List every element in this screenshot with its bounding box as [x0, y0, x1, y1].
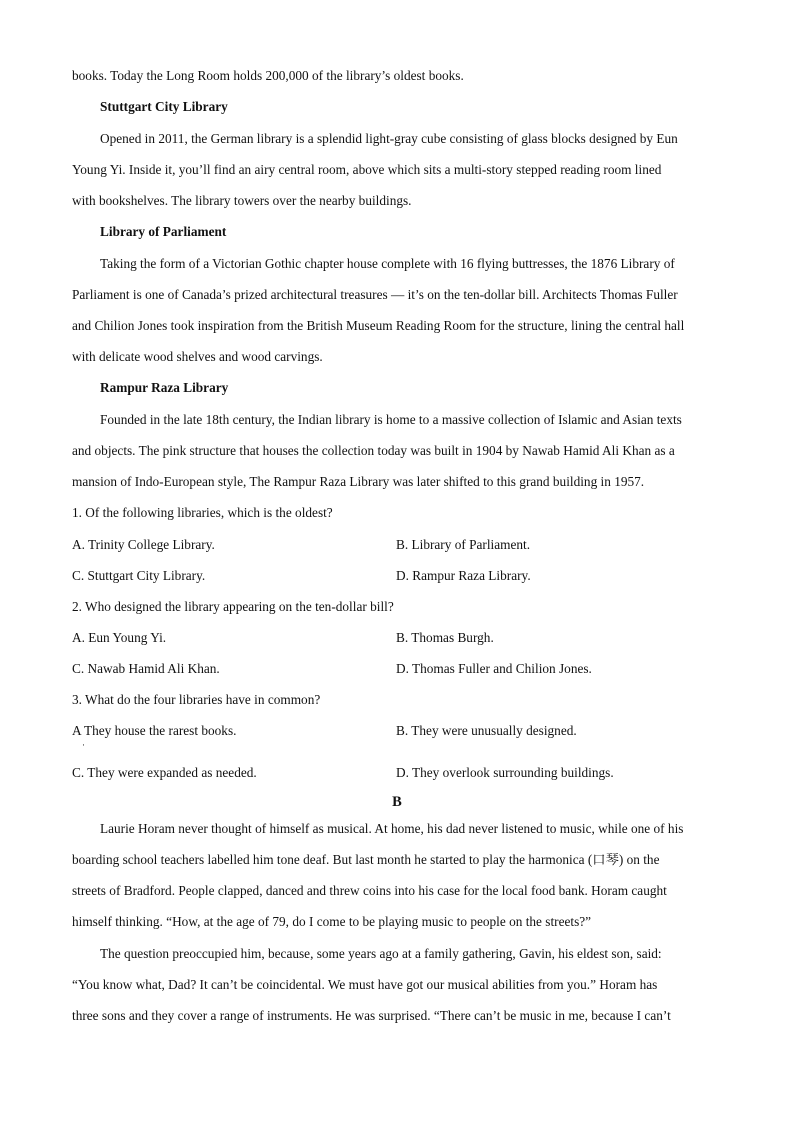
question-3-option-b: B. They were unusually designed.	[396, 723, 577, 738]
passage-b-line-5: The question preoccupied him, because, some years ago at a family gathering, Gavin, his eldest son, said:	[100, 946, 662, 961]
question-3-option-a: A They house the rarest books.	[72, 723, 237, 738]
question-3-option-d: D. They overlook surrounding buildings.	[396, 765, 614, 780]
passage-b-line-4: himself thinking. “How, at the age of 79, do I come to be playing music to people on the streets?”	[72, 914, 592, 929]
question-2-option-b: B. Thomas Burgh.	[396, 630, 494, 645]
passage-b-label: B	[392, 794, 402, 810]
question-1-option-c: C. Stuttgart City Library.	[72, 568, 206, 583]
parliament-line-1: Taking the form of a Victorian Gothic chapter house complete with 16 flying buttresses, the 1876 Library of	[100, 256, 675, 271]
rampur-line-3: mansion of Indo-European style, The Rampur Raza Library was later shifted to this grand building in 1957.	[72, 474, 645, 489]
stuttgart-heading: Stuttgart City Library	[100, 99, 228, 114]
question-1-option-d: D. Rampur Raza Library.	[396, 568, 531, 583]
question-1-option-a: A. Trinity College Library.	[72, 537, 215, 552]
rampur-line-2: and objects. The pink structure that houses the collection today was built in 1904 by Nawab Hamid Ali Khan as a	[72, 443, 675, 458]
question-1-option-b: B. Library of Parliament.	[396, 537, 531, 552]
stuttgart-line-1: Opened in 2011, the German library is a splendid light-gray cube consisting of glass blocks designed by Eun	[100, 131, 678, 146]
question-2-option-a: A. Eun Young Yi.	[72, 630, 167, 645]
passage-b-line-3: streets of Bradford. People clapped, danced and threw coins into his case for the local food bank. Horam caught	[72, 883, 667, 898]
parliament-line-2: Parliament is one of Canada’s prized architectural treasures — it’s on the ten-dollar bill. Architects Thomas Fuller	[72, 287, 678, 302]
passage-b-line-1: Laurie Horam never thought of himself as musical. At home, his dad never listened to music, while one of his	[100, 821, 684, 836]
rampur-line-1: Founded in the late 18th century, the Indian library is home to a massive collection of Islamic and Asian texts	[100, 412, 682, 427]
question-2-stem: 2. Who designed the library appearing on the ten-dollar bill?	[72, 599, 394, 614]
parliament-heading: Library of Parliament	[100, 224, 227, 239]
passage-b-line-7: three sons and they cover a range of instruments. He was surprised. “There can’t be music in me, because I can’t	[72, 1008, 671, 1023]
passage-b-line-2: boarding school teachers labelled him tone deaf. But last month he started to play the harmonica (口琴) on the	[72, 852, 660, 867]
passage-a-intro-line: books. Today the Long Room holds 200,000 of the library’s oldest books.	[72, 68, 464, 83]
parliament-line-4: with delicate wood shelves and wood carvings.	[72, 349, 323, 364]
question-3-option-c: C. They were expanded as needed.	[72, 765, 257, 780]
question-1-stem: 1. Of the following libraries, which is the oldest?	[72, 505, 333, 520]
question-2-option-d: D. Thomas Fuller and Chilion Jones.	[396, 661, 592, 676]
question-3-stem: 3. What do the four libraries have in common?	[72, 692, 321, 707]
passage-b-line-6: “You know what, Dad? It can’t be coincidental. We must have got our musical abilities from you.” Horam has	[72, 977, 658, 992]
parliament-line-3: and Chilion Jones took inspiration from the British Museum Reading Room for the structure, lining the central hall	[72, 318, 685, 333]
rampur-heading: Rampur Raza Library	[100, 380, 229, 395]
question-2-option-c: C. Nawab Hamid Ali Khan.	[72, 661, 220, 676]
question-3-option-a-mark: ·	[82, 740, 85, 750]
stuttgart-line-2: Young Yi. Inside it, you’ll find an airy central room, above which sits a multi-story stepped reading room lined	[72, 162, 662, 177]
stuttgart-line-3: with bookshelves. The library towers over the nearby buildings.	[72, 193, 412, 208]
